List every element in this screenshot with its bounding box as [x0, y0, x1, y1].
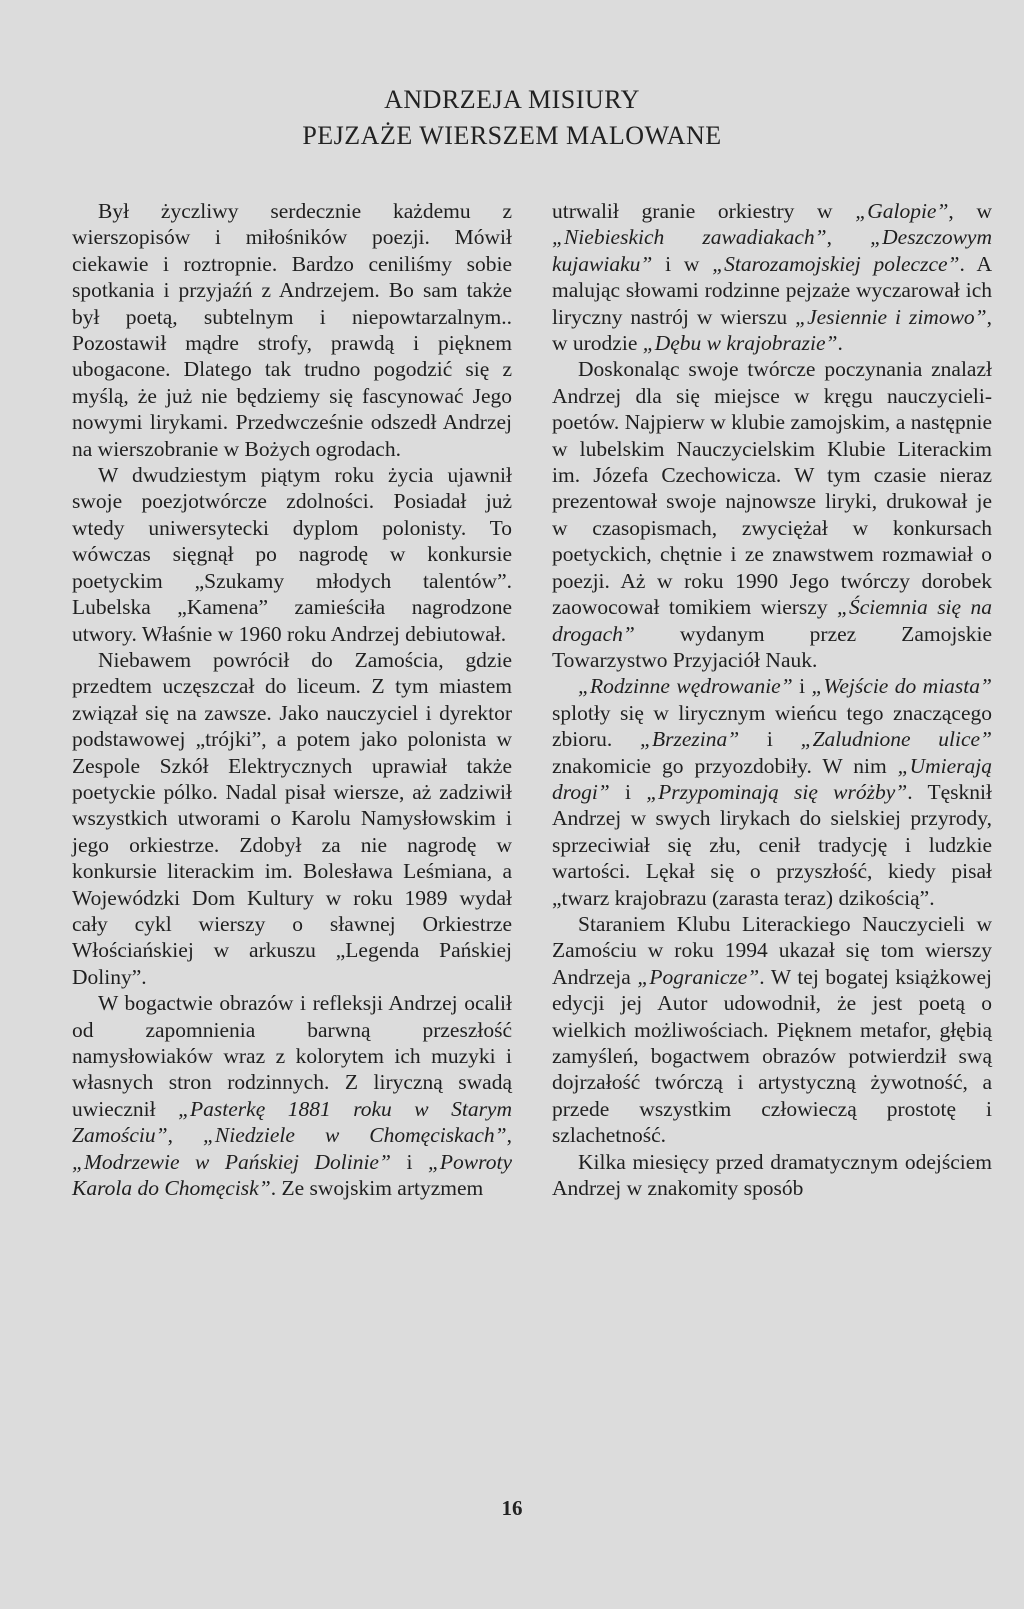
- right-p3-sep-3: i: [739, 727, 801, 752]
- right-p3-end: . Tęsknił Andrzej w swych lirykach do sielskiej przyrody, sprzeciwiał się złu, cenił tradycję i ludzkie wartości. Lękał się o przyszłość, kiedy pisał „twarz krajobrazu (zarasta teraz) dzikością”.: [552, 779, 992, 910]
- left-p4-title-2: „Niedziele w Chomęciskach”: [202, 1123, 507, 1148]
- right-paragraph-4: [552, 911, 992, 1149]
- left-p4-title-1: „Pasterkę 1881 roku w Starym Zamościu”: [72, 1096, 513, 1148]
- page-number: 16: [501, 1496, 523, 1520]
- right-p3-sep-4: znakomicie go przyozdobiły. W nim: [552, 753, 898, 778]
- right-p2-text: Doskonaląc swoje twórcze poczynania znalazł Andrzej dla się miejsce w kręgu nauczycieli-poetów. Najpierw w klubie zamojskim, a następnie w lubelskim Nauczycielskim Klubie Literackim im. Józefa Czechowicza. W tym czasie nieraz prezentował swoje najnowsze liryki, drukował je w czasopismach, zwyciężał w konkursach poetyckich, chętnie i ze znawstwem rozmawiał o poezji. Aż w roku 1990 Jego twórczy dorobek zaowocował tomikiem wierszy: [552, 357, 992, 620]
- right-p3-sep-1: i: [792, 674, 812, 699]
- right-paragraph-1: [552, 198, 992, 356]
- left-paragraph-3: Niebawem powrócił do Zamościa, gdzie przedtem uczęszczał do liceum. Z tym miastem związał się na zawsze. Jako nauczyciel i dyrektor podstawowej „trójki”, a potem jako polonista w Zespole Szkół Elektrycznych uprawiał także poetyckie pólko. Nadal pisał wiersze, aż zadziwił wszystkich utworami o Karolu Namysłowskim i jego orkiestrze. Zdobył za nie nagrodę w konkursie literackim im. Bolesława Leśmiana, a Wojewódzki Dom Kultury w roku 1989 wydał cały cykl wierszy o sławnej Orkiestrze Włościańskiej w arkuszu „Legenda Pańskiej Doliny”.: [72, 647, 512, 989]
- left-paragraph-2: W dwudziestym piątym roku życia ujawnił swoje poezjotwórcze zdolności. Posiadał już wtedy uniwersytecki dyplom polonisty. To wówczas sięgnął po nagrodę w konkursie poetyckim „Szukamy młodych talentów”. Lubelska „Kamena” zamieściła nagrodzone utwory. Właśnie w 1960 roku Andrzej debiutował.: [72, 463, 512, 646]
- right-paragraph-5: Kilka miesięcy przed dramatycznym odejściem Andrzej w znakomity sposób: [552, 1149, 992, 1201]
- right-column: [552, 198, 992, 1201]
- right-p1-sep-4: . A malując słowami rodzinne pejzaże wyczarował ich liryczny nastrój w wierszu: [552, 251, 993, 329]
- right-p1-text: utrwalił granie orkiestry w: [552, 199, 856, 223]
- left-p4-title-4: „Powroty Karola do Chomęcisk”: [72, 1149, 512, 1201]
- left-p4-end: . Ze swojskim artyzmem: [270, 1176, 484, 1201]
- right-p3-title-1: „Rodzinne wędrowanie”: [578, 674, 793, 699]
- left-column: [72, 198, 512, 1201]
- left-paragraph-1: Był życzliwy serdecznie każdemu z wierszopisów i miłośników poezji. Mówił ciekawie i roztropnie. Bardzo ceniliśmy sobie spotkania i przyjaźń z Andrzejem. Bo sam także był poetą, subtelnym i niepowtarzalnym.. Pozostawił mądre strofy, prawdą i pięknem ubogacone. Dlatego tak trudno pogodzić się z myślą, że już nie będziemy się fascynować Jego nowymi lirykami. Przedwcześnie odszedł Andrzej na wierszobranie w Bożych ogrodach.: [72, 199, 512, 461]
- right-p1-title-2: „Niebieskich zawadiakach”: [552, 225, 827, 250]
- right-p4-title-1: „Pogranicze”: [637, 964, 760, 989]
- right-p1-title-5: „Jesiennie i zimowo”: [795, 304, 987, 329]
- left-p4-text: W bogactwie obrazów i refleksji Andrzej ocalił od zapomnienia barwną przeszłość namysłowiaków wraz z kolorytem ich muzyki i własnych stron rodzinnych. Z liryczną swadą uwiecznił: [72, 991, 512, 1121]
- left-p4-title-3: „Modrzewie w Pańskiej Dolinie”: [72, 1149, 391, 1174]
- right-p1-sep-6: .: [837, 331, 843, 356]
- right-p1-title-6: „Dębu w krajobrazie”: [642, 331, 838, 356]
- right-p3-sep-5: i: [609, 779, 647, 804]
- right-p2-end: wydanym przez Zamojskie Towarzystwo Przyjaciół Nauk.: [552, 621, 992, 672]
- right-paragraph-2: [552, 356, 992, 673]
- article-author-line: ANDRZEJA MISIURY: [384, 85, 640, 114]
- right-p3-title-6: „Przypominają się wróżby”: [646, 779, 908, 804]
- right-p1-sep-2: ,: [826, 225, 871, 250]
- right-p3-title-4: „Zaludnione ulice”: [800, 727, 992, 752]
- right-paragraph-3: [552, 673, 992, 911]
- left-p4-sep-3: i: [390, 1149, 428, 1174]
- right-p1-title-3: „Deszczowym kujawiaku”: [552, 225, 993, 276]
- right-p2-title-1: „Ściemnia się na drogach”: [552, 595, 992, 646]
- left-p4-sep-2: ,: [506, 1123, 513, 1148]
- right-p3-sep-2: splotły się w lirycznym wieńcu tego znaczącego zbioru.: [552, 700, 992, 752]
- right-p1-sep-3: i w: [652, 251, 713, 276]
- left-paragraph-4: [72, 990, 512, 1201]
- right-p3-title-3: „Brzezina”: [640, 727, 740, 752]
- right-p4-end: . W tej bogatej książkowej edycji jej Autor udowodnił, że jest poetą o wielkich możliwościach. Pięknem metafor, głębią zamyśleń, bogactwem obrazów potwierdził swą dojrzałość twórczą i artystyczną żywotność, a przede wszystkim człowieczą prostotę i szlachetność.: [552, 964, 992, 1148]
- right-p1-sep-1: , w: [948, 199, 992, 223]
- right-p3-title-2: „Wejście do miasta”: [811, 674, 992, 699]
- article-title-line: PEJZAŻE WIERSZEM MALOWANE: [302, 121, 722, 150]
- right-p1-title-1: „Galopie”: [855, 199, 949, 223]
- right-p3-title-5: „Umierają drogi”: [552, 753, 992, 804]
- article-header: [0, 82, 1024, 154]
- left-p4-sep-1: ,: [167, 1123, 203, 1148]
- right-p1-sep-5: , w urodzie: [552, 304, 992, 356]
- right-p4-text: Staraniem Klubu Literackiego Nauczycieli w Zamościu w roku 1994 ukazał się tom wierszy Andrzeja: [552, 911, 992, 989]
- right-p1-title-4: „Starozamojskiej poleczce”: [712, 251, 960, 276]
